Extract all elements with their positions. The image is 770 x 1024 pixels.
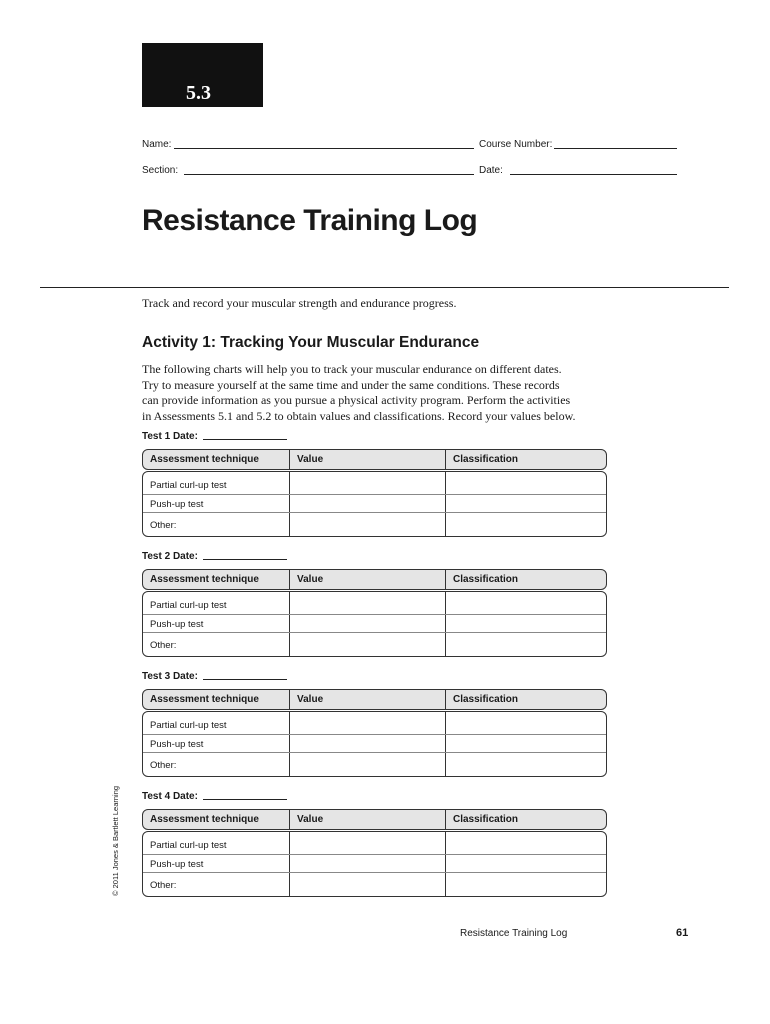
row-label: Push-up test bbox=[150, 738, 204, 750]
header-assessment-technique: Assessment technique bbox=[150, 574, 259, 585]
value-cell[interactable] bbox=[289, 476, 445, 494]
row-label: Push-up test bbox=[150, 498, 204, 510]
table-row bbox=[143, 476, 606, 494]
name-course-row bbox=[142, 139, 677, 155]
column-divider bbox=[289, 472, 445, 476]
classification-cell[interactable] bbox=[445, 615, 606, 633]
value-cell[interactable] bbox=[289, 873, 445, 897]
test-3-table-header bbox=[142, 689, 607, 710]
column-divider bbox=[445, 712, 606, 716]
test-2-date-field[interactable] bbox=[203, 559, 287, 560]
classification-cell[interactable] bbox=[445, 513, 606, 537]
classification-cell[interactable] bbox=[445, 633, 606, 657]
date-field[interactable] bbox=[510, 174, 677, 175]
column-divider bbox=[289, 592, 445, 596]
section-date-row bbox=[142, 165, 677, 181]
table-row bbox=[143, 752, 606, 777]
course-number-label: Course Number: bbox=[479, 139, 553, 150]
column-divider bbox=[289, 832, 445, 836]
classification-cell[interactable] bbox=[445, 476, 606, 494]
header-value: Value bbox=[289, 690, 445, 709]
paragraph-line: can provide information as you pursue a physical activity program. Perform the activities bbox=[142, 393, 571, 407]
copyright-notice: © 2011 Jones & Bartlett Learning bbox=[111, 785, 120, 896]
header-assessment-technique: Assessment technique bbox=[150, 694, 259, 705]
table-row bbox=[143, 854, 606, 873]
table-row bbox=[143, 512, 606, 537]
test-2-table-header bbox=[142, 569, 607, 590]
test-4-table bbox=[142, 831, 607, 897]
row-label: Partial curl-up test bbox=[150, 839, 227, 851]
column-divider bbox=[445, 832, 606, 836]
test-1-table-header bbox=[142, 449, 607, 470]
section-badge bbox=[142, 43, 263, 107]
row-label: Other: bbox=[150, 879, 177, 891]
test-3-date-field[interactable] bbox=[203, 679, 287, 680]
row-label: Other: bbox=[150, 519, 177, 531]
table-row bbox=[143, 632, 606, 657]
value-cell[interactable] bbox=[289, 855, 445, 873]
header-assessment-technique: Assessment technique bbox=[150, 454, 259, 465]
value-cell[interactable] bbox=[289, 633, 445, 657]
header-value: Value bbox=[289, 450, 445, 469]
test-4-table-header bbox=[142, 809, 607, 830]
course-number-field[interactable] bbox=[554, 148, 677, 149]
header-classification: Classification bbox=[445, 570, 606, 589]
table-row bbox=[143, 716, 606, 734]
test-3-table bbox=[142, 711, 607, 777]
value-cell[interactable] bbox=[289, 836, 445, 854]
footer-running-title: Resistance Training Log bbox=[460, 928, 568, 939]
name-field[interactable] bbox=[174, 148, 474, 149]
value-cell[interactable] bbox=[289, 735, 445, 753]
column-divider bbox=[445, 472, 606, 476]
classification-cell[interactable] bbox=[445, 855, 606, 873]
paragraph-line: The following charts will help you to track your muscular endurance on different dates. bbox=[142, 362, 562, 376]
table-row bbox=[143, 836, 606, 854]
classification-cell[interactable] bbox=[445, 495, 606, 513]
value-cell[interactable] bbox=[289, 596, 445, 614]
column-divider bbox=[289, 712, 445, 716]
row-label: Push-up test bbox=[150, 858, 204, 870]
activity-paragraph bbox=[142, 362, 614, 424]
section-field[interactable] bbox=[184, 174, 474, 175]
date-label: Date: bbox=[479, 165, 503, 176]
section-label: Section: bbox=[142, 165, 179, 176]
classification-cell[interactable] bbox=[445, 873, 606, 897]
row-label: Partial curl-up test bbox=[150, 719, 227, 731]
divider bbox=[40, 287, 729, 288]
table-row bbox=[143, 596, 606, 614]
header-value: Value bbox=[289, 570, 445, 589]
classification-cell[interactable] bbox=[445, 836, 606, 854]
paragraph-line: in Assessments 5.1 and 5.2 to obtain values and classifications. Record your values below. bbox=[142, 408, 576, 423]
test-1-date-field[interactable] bbox=[203, 439, 287, 440]
intro-text: Track and record your muscular strength and endurance progress. bbox=[142, 296, 457, 310]
test-1-label: Test 1 Date: bbox=[142, 431, 198, 442]
test-4-date-field[interactable] bbox=[203, 799, 287, 800]
header-classification: Classification bbox=[445, 690, 606, 709]
page-number: 61 bbox=[676, 927, 689, 939]
value-cell[interactable] bbox=[289, 716, 445, 734]
table-row bbox=[143, 872, 606, 897]
test-4-label: Test 4 Date: bbox=[142, 791, 198, 802]
test-2-label: Test 2 Date: bbox=[142, 551, 198, 562]
table-row bbox=[143, 614, 606, 633]
test-2-table bbox=[142, 591, 607, 657]
header-assessment-technique: Assessment technique bbox=[150, 814, 259, 825]
value-cell[interactable] bbox=[289, 513, 445, 537]
value-cell[interactable] bbox=[289, 615, 445, 633]
table-row bbox=[143, 734, 606, 753]
column-divider bbox=[445, 592, 606, 596]
value-cell[interactable] bbox=[289, 753, 445, 777]
classification-cell[interactable] bbox=[445, 753, 606, 777]
section-number: 5.3 bbox=[186, 82, 211, 104]
test-3-label: Test 3 Date: bbox=[142, 671, 198, 682]
classification-cell[interactable] bbox=[445, 596, 606, 614]
value-cell[interactable] bbox=[289, 495, 445, 513]
classification-cell[interactable] bbox=[445, 716, 606, 734]
header-classification: Classification bbox=[445, 810, 606, 829]
classification-cell[interactable] bbox=[445, 735, 606, 753]
page-title: Resistance Training Log bbox=[142, 204, 478, 237]
row-label: Partial curl-up test bbox=[150, 599, 227, 611]
name-label: Name: bbox=[142, 139, 172, 150]
test-1-table bbox=[142, 471, 607, 537]
row-label: Other: bbox=[150, 759, 177, 771]
table-row bbox=[143, 494, 606, 513]
activity-title: Activity 1: Tracking Your Muscular Endurance bbox=[142, 334, 480, 351]
row-label: Push-up test bbox=[150, 618, 204, 630]
row-label: Other: bbox=[150, 639, 177, 651]
row-label: Partial curl-up test bbox=[150, 479, 227, 491]
header-classification: Classification bbox=[445, 450, 606, 469]
paragraph-line: Try to measure yourself at the same time and under the same conditions. These records bbox=[142, 377, 560, 392]
header-value: Value bbox=[289, 810, 445, 829]
